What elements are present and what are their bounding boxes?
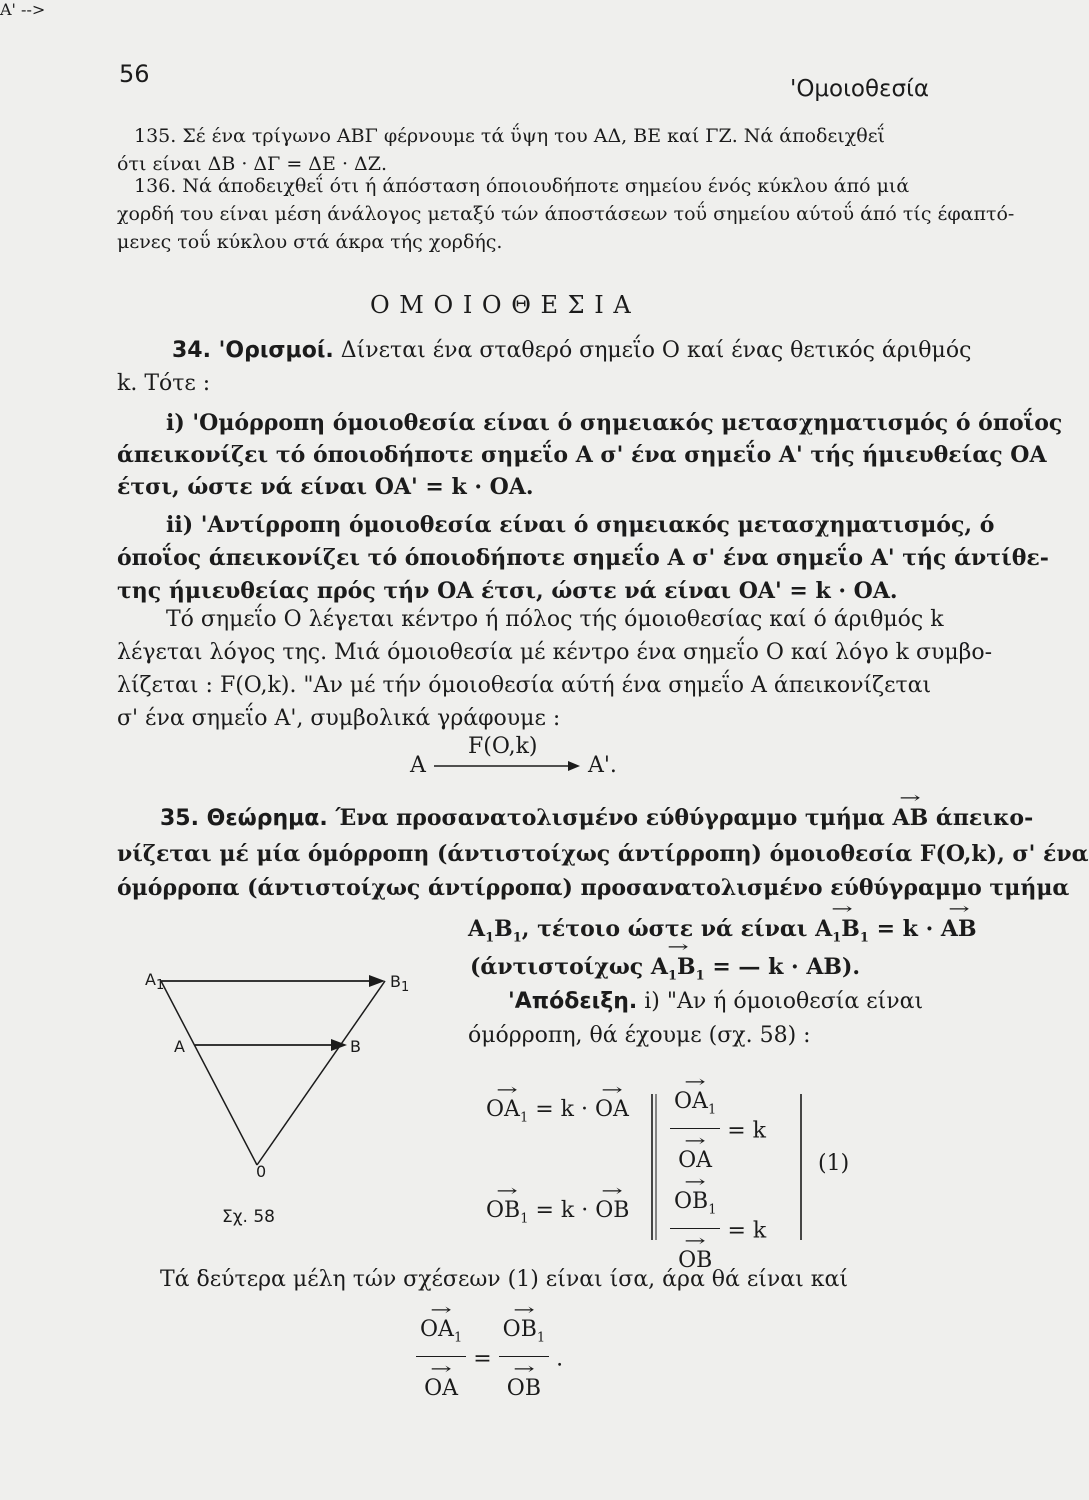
eq2-left: OB [486, 1198, 521, 1223]
mapping-from: A [410, 753, 426, 778]
frac1-eq: = k [727, 1118, 766, 1144]
equation-label: (1) [818, 1151, 850, 1176]
center-text-line-2: λέγεται λόγος της. Μιά όμοιοθεσία μέ κέντρο ένα σημεΐο Ο καί λόγο k συμβο- [117, 640, 993, 665]
final-frac2-den: → OB [503, 1371, 545, 1407]
figure-label-a: A [174, 1037, 185, 1056]
definitions-line-1: Δίνεται ένα σταθερό σημεΐο Ο καί ένας θετικός άριθμός [340, 338, 972, 363]
center-text-line-4: σ' ένα σημεΐο Α', συμβολικά γράφουμε : [117, 706, 561, 731]
center-text-line-1: Τό σημεΐο Ο λέγεται κέντρο ή πόλος τής όμοιοθεσίας καί ό άριθμός k [166, 607, 944, 632]
figure-58 [135, 965, 425, 1195]
section-title: Ο Μ Ο Ι Ο Θ Ε Σ Ι Α [370, 291, 632, 319]
figure-caption: Σχ. 58 [222, 1207, 276, 1227]
theorem-line-1 [160, 800, 1033, 837]
vector-oa1 [486, 1092, 528, 1136]
figure-label-a1: $A_1$ [145, 970, 165, 994]
theorem-line-4: $A_1B_1$, τέτοιο ώστε νά $\varepsilon ί\nu\alpha\iota \to A_1B_1 = k$ · → AB [468, 911, 977, 956]
theorem-heading: 35. Θεώρημα. [160, 806, 328, 831]
mapping-arrow [432, 758, 582, 774]
proof-heading: 'Απόδειξη. [508, 989, 638, 1014]
sub-frac1: 1 [707, 1102, 717, 1118]
theorem-line-1-end: άπεικο- [935, 805, 1034, 831]
eq1-left: OA [486, 1097, 520, 1122]
center-text-line-3: λίζεται : F(O,k). "Αν μέ τήν όμοιοθεσία αύτή ένα σημεΐο Α άπεικονίζεται [117, 673, 932, 698]
sub-eq1: 1 [519, 1110, 529, 1126]
proof-line-1-text: i) "Αν ή όμοιοθεσία είναι [644, 989, 924, 1014]
a1-b1-start: A [468, 916, 486, 942]
definitions-heading: 34. 'Ορισμοί. [172, 338, 334, 363]
eq1-mid: = k · [535, 1097, 588, 1122]
frac2-den: → OB [674, 1243, 716, 1279]
theorem-line-4-text: , τέτοιο ώστε νά είναι [521, 916, 808, 942]
theorem-line-5-text: (άντιστοίχως [470, 954, 644, 980]
item-i-line-2: άπεικονίζει τό όποιοδήποτε σημεΐο Α σ' ένα σημεΐο Α' τής ήμιευθείας ΟΑ [117, 442, 1047, 468]
vector-oa: → OA [595, 1092, 629, 1128]
sub-frac2: 1 [708, 1202, 717, 1218]
mapping-to: A'. [588, 753, 617, 778]
figure-label-b: B [350, 1037, 361, 1056]
final-dot: . [556, 1346, 564, 1372]
frac1-num: → $OA_1$ [670, 1084, 720, 1129]
theorem-line-1-text: Ένα προσανατολισμένο εύθύγραμμο τμήμα [335, 805, 885, 831]
final-frac1-num: → $OA_1$ [416, 1312, 466, 1357]
vector-a1b1: → $A_1B_1$ [815, 911, 869, 956]
theorem-line-5-eq: = — k · AB). [712, 954, 861, 980]
proof-line-1 [508, 984, 923, 1020]
equation-right-bracket [795, 1090, 815, 1250]
item-i-line-3: έτσι, ώστε νά είναι ΟΑ' = k · ΟΑ. [117, 474, 534, 500]
frac2-num: → $OB_1$ [670, 1184, 720, 1229]
vector-ob: → OB [595, 1193, 629, 1229]
final-equation [416, 1312, 563, 1407]
equation-brace [640, 1090, 670, 1250]
page-number: 56 [119, 60, 150, 88]
sub-b1-2: 1 [859, 930, 869, 946]
final-frac2-num: → $OB_1$ [499, 1312, 549, 1357]
vector-ob1 [486, 1193, 528, 1237]
equation-1 [486, 1092, 629, 1136]
eq2-mid: = k · [535, 1198, 589, 1223]
figure-label-b1: $B_1$ [390, 972, 410, 996]
sub-b1: 1 [512, 930, 522, 946]
exercise-136-line-1: 136. Νά άποδειχθεΐ ότι ή άπόσταση όποιουδήποτε σημείου ένός κύκλου άπό μιά [134, 175, 910, 197]
figure-label-o: 0 [256, 1162, 267, 1181]
sub-eq2: 1 [520, 1211, 529, 1227]
frac1-den: → OA [674, 1143, 716, 1179]
definitions-paragraph-1 [172, 333, 971, 369]
vector-ab: → AB [893, 800, 929, 836]
theorem-line-2: νίζεται μέ μία όμόρροπη (άντιστοίχως άντίρροπη) όμοιοθεσία F(O,k), σ' ένα [117, 841, 1089, 867]
theorem-line-3: όμόρροπα (άντιστοίχως άντίρροπα) προσανατολισμένο εύθύγραμμο τμήμα [117, 875, 1070, 901]
exercise-135-line-1: 135. Σέ ένα τρίγωνο ΑΒΓ φέρνουμε τά ΰψη του ΑΔ, ΒΕ καί ΓΖ. Νά άποδειχθεΐ [134, 125, 886, 147]
sub-a1-3: 1 [667, 968, 678, 984]
sub-a1-2: 1 [832, 930, 842, 946]
sub-final1: 1 [453, 1330, 463, 1346]
proof-conclusion: Τά δεύτερα μέλη τών σχέσεων (1) είναι ίσα, άρα θά είναι καί [160, 1267, 849, 1292]
final-frac1-den: → OA [420, 1371, 462, 1407]
item-ii-line-1: ii) 'Αντίρροπη όμοιοθεσία είναι ό σημειακός μετασχηματισμός, ό [166, 512, 995, 538]
final-eq: = [473, 1346, 492, 1372]
equation-2 [486, 1193, 629, 1237]
proof-line-2: όμόρροπη, θά έχουμε (σχ. 58) : [468, 1023, 811, 1048]
frac2-eq: = k [727, 1218, 767, 1244]
mapping-label: F(O,k) [468, 734, 538, 759]
sub-a1: 1 [485, 930, 495, 946]
item-ii-line-2: όποΐος άπεικονίζει τό όποιοδήποτε σημεΐο Α σ' ένα σημεΐο Α' τής άντίθε- [117, 545, 1049, 571]
sub-b1-3: 1 [695, 968, 705, 984]
theorem-line-4-eq: = k · [876, 916, 934, 942]
exercise-136-line-3: μενες τοΰ κύκλου στά άκρα τής χορδής. [117, 231, 503, 253]
exercise-136-line-2: χορδή του είναι μέση άνάλογος μεταξύ τών άποστάσεων τοΰ σημείου αύτοΰ άπό τίς έφαπτό- [117, 203, 1015, 225]
vector-a1b1-2: → $A_1B_1$ [651, 949, 705, 994]
exercise-135-line-2: ότι είναι ΔΒ · ΔΓ = ΔΕ · ΔΖ. [117, 153, 387, 175]
vector-ab-2: → AB [941, 911, 977, 947]
item-i-line-1: i) 'Ομόρροπη όμοιοθεσία είναι ό σημειακός μετασχηματισμός ό όποΐος [166, 410, 1063, 436]
sub-final2: 1 [536, 1330, 546, 1346]
item-ii-line-3: της ήμιευθείας πρός τήν ΟΑ έτσι, ώστε νά είναι ΟΑ' = k · ΟΑ. [117, 578, 898, 604]
definitions-line-2: k. Τότε : [117, 371, 211, 396]
running-title: 'Ομοιοθεσία [790, 76, 930, 102]
